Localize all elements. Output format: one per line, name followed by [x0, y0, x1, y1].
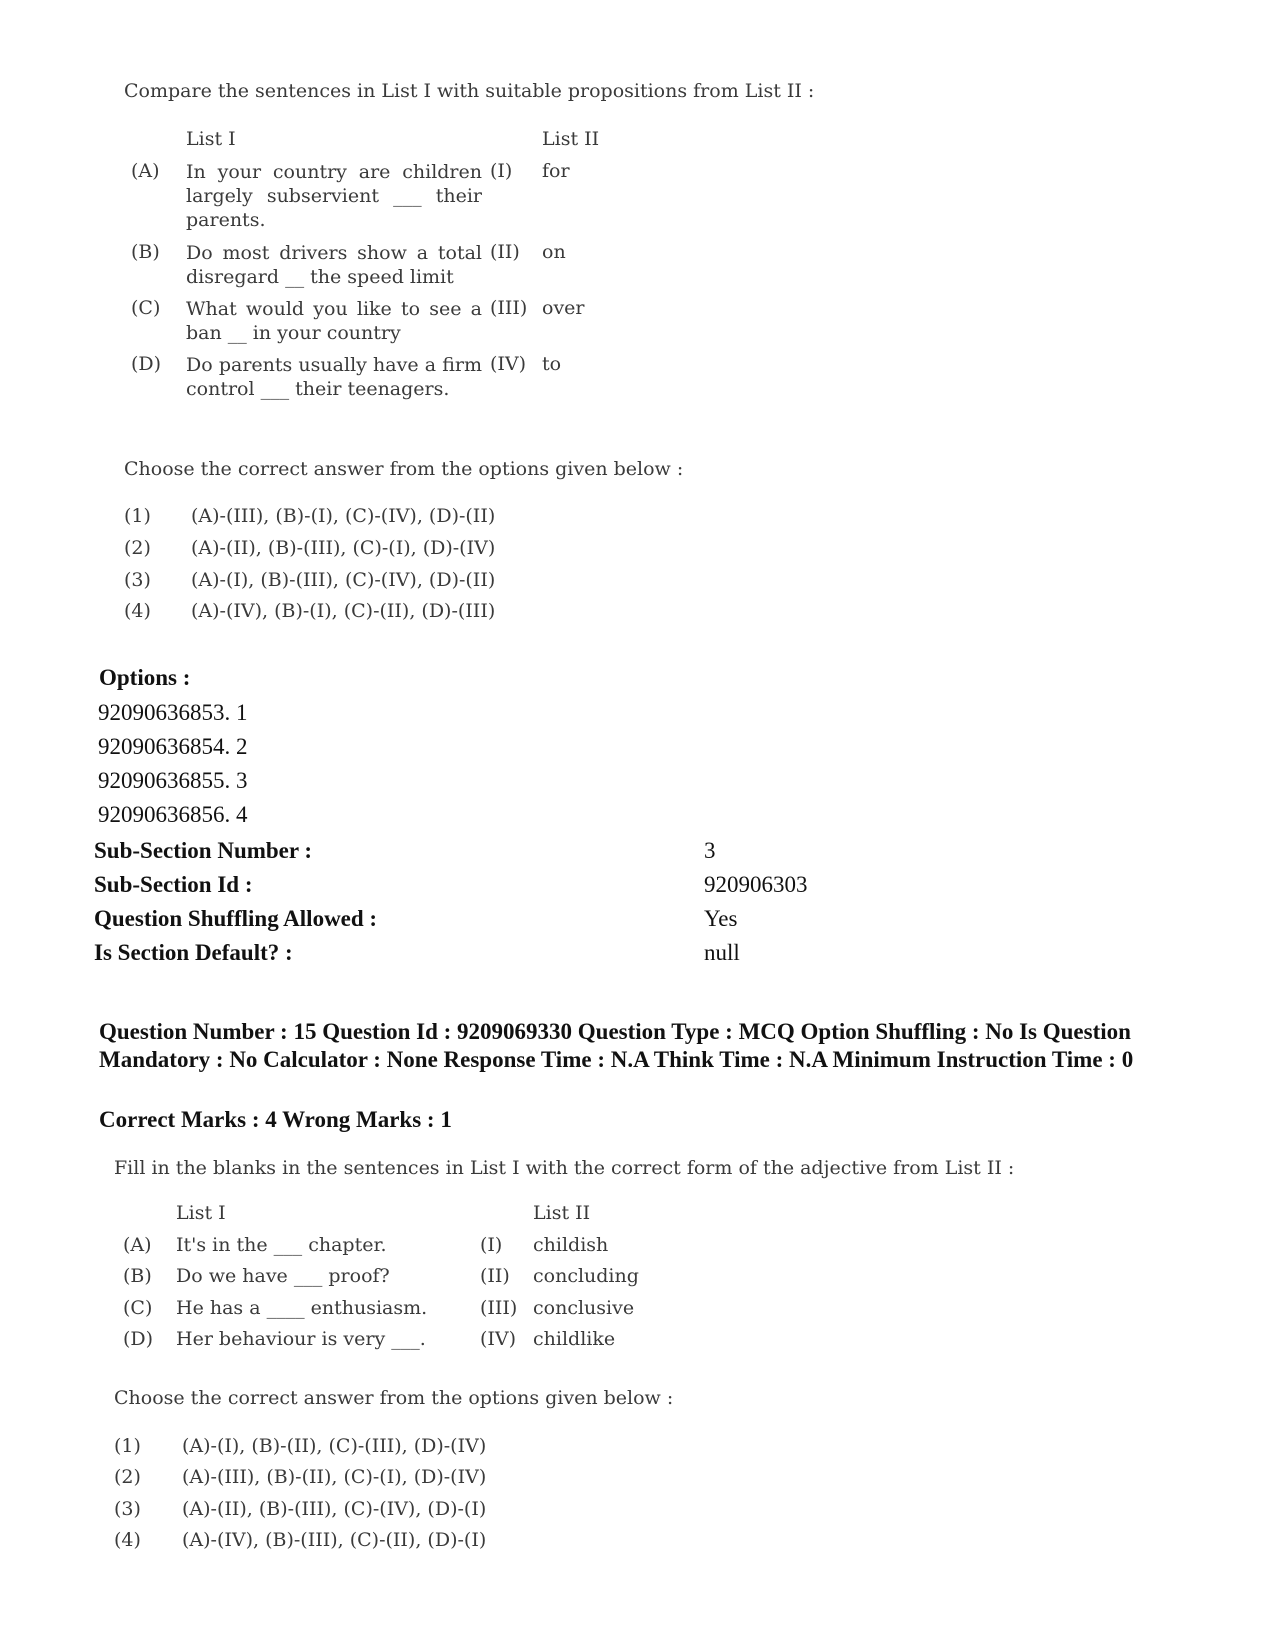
- q14-row-num: (III): [490, 297, 528, 319]
- q14-option-num: (2): [124, 537, 151, 559]
- question-14-image: [0, 0, 1275, 640]
- q14-row-num: (II): [490, 241, 520, 263]
- q14-row-value: for: [542, 160, 570, 182]
- q14-row-letter: (C): [131, 297, 161, 319]
- q15-row-num: (IV): [480, 1328, 517, 1350]
- q14-row-value: to: [542, 353, 562, 375]
- q15-list2-header: List II: [533, 1202, 591, 1224]
- subsection-id-value: 920906303: [704, 872, 808, 897]
- q15-row-letter: (D): [123, 1328, 154, 1350]
- q15-list1-header: List I: [176, 1202, 226, 1224]
- q15-option-num: (1): [114, 1435, 141, 1457]
- q15-row-text: He has a ____ enthusiasm.: [176, 1297, 428, 1319]
- q15-row-num: (I): [480, 1234, 503, 1256]
- q14-row-letter: (A): [131, 160, 160, 182]
- q14-list2-header: List II: [542, 128, 600, 150]
- q15-row-letter: (A): [123, 1234, 152, 1256]
- q14-row-num: (I): [490, 160, 513, 182]
- q14-row-num: (IV): [490, 353, 527, 375]
- q14-option-text: (A)-(IV), (B)-(I), (C)-(II), (D)-(III): [191, 600, 496, 622]
- q15-row-value: conclusive: [533, 1297, 635, 1319]
- q15-row-num: (II): [480, 1265, 510, 1287]
- q14-option-text: (A)-(I), (B)-(III), (C)-(IV), (D)-(II): [191, 569, 496, 591]
- q15-row-letter: (B): [123, 1265, 152, 1287]
- q14-option-num: (4): [124, 600, 151, 622]
- question-15-header: Question Number : 15 Question Id : 9209069330 Question Type : MCQ Option Shuffling : No Is Question Mandatory : No Calculator : None Response Time : N.A Think Time : N.A Minimum Instruction Time : 0: [99, 1019, 1134, 1072]
- question-shuffling-value: Yes: [704, 906, 738, 931]
- subsection-number-label: Sub-Section Number :: [94, 838, 313, 863]
- options-title: Options :: [99, 665, 191, 690]
- subsection-number-value: 3: [704, 838, 716, 863]
- q15-option-text: (A)-(III), (B)-(II), (C)-(I), (D)-(IV): [182, 1466, 487, 1488]
- q15-option-text: (A)-(II), (B)-(III), (C)-(IV), (D)-(I): [182, 1498, 487, 1520]
- option-id-line: 92090636855. 3: [98, 768, 248, 793]
- q15-row-value: childish: [533, 1234, 609, 1256]
- q14-row-text: What would you like to see a ban __ in your country: [186, 298, 482, 344]
- q14-option-text: (A)-(III), (B)-(I), (C)-(IV), (D)-(II): [191, 505, 496, 527]
- section-default-label: Is Section Default? :: [94, 940, 293, 965]
- q15-row-text: It's in the ___ chapter.: [176, 1234, 387, 1256]
- option-id-line: 92090636853. 1: [98, 700, 248, 725]
- section-default-value: null: [704, 940, 740, 965]
- q15-option-text: (A)-(I), (B)-(II), (C)-(III), (D)-(IV): [182, 1435, 487, 1457]
- q15-row-value: childlike: [533, 1328, 616, 1350]
- q14-row-text: Do most drivers show a total disregard __ the speed limit: [186, 242, 482, 288]
- q14-choose-instruction: Choose the correct answer from the options given below :: [124, 458, 684, 480]
- option-id-line: 92090636856. 4: [98, 802, 248, 827]
- q14-list1-header: List I: [186, 128, 236, 150]
- q15-prompt: Fill in the blanks in the sentences in List I with the correct form of the adjective from List II :: [114, 1157, 1015, 1179]
- q14-row-text: In your country are children largely subservient ___ their parents.: [186, 161, 482, 231]
- q14-row-letter: (D): [131, 353, 162, 375]
- q15-row-letter: (C): [123, 1297, 153, 1319]
- question-15-marks: Correct Marks : 4 Wrong Marks : 1: [99, 1107, 452, 1132]
- q15-row-text: Do we have ___ proof?: [176, 1265, 390, 1287]
- q15-row-value: concluding: [533, 1265, 639, 1287]
- q15-option-num: (4): [114, 1529, 141, 1551]
- q15-row-num: (III): [480, 1297, 518, 1319]
- q14-prompt: Compare the sentences in List I with suitable propositions from List II :: [124, 80, 815, 102]
- q15-row-text: Her behaviour is very ___.: [176, 1328, 426, 1350]
- subsection-id-label: Sub-Section Id :: [94, 872, 253, 897]
- q15-option-num: (3): [114, 1498, 141, 1520]
- q14-row-value: on: [542, 241, 566, 263]
- q14-option-text: (A)-(II), (B)-(III), (C)-(I), (D)-(IV): [191, 537, 496, 559]
- q15-choose-instruction: Choose the correct answer from the options given below :: [114, 1387, 674, 1409]
- q15-option-text: (A)-(IV), (B)-(III), (C)-(II), (D)-(I): [182, 1529, 487, 1551]
- q14-option-num: (1): [124, 505, 151, 527]
- q15-option-num: (2): [114, 1466, 141, 1488]
- q14-option-num: (3): [124, 569, 151, 591]
- question-shuffling-label: Question Shuffling Allowed :: [94, 906, 378, 931]
- q14-row-text: Do parents usually have a firm control ___ their teenagers.: [186, 354, 482, 400]
- q14-row-letter: (B): [131, 241, 160, 263]
- option-id-line: 92090636854. 2: [98, 734, 248, 759]
- q14-row-value: over: [542, 297, 585, 319]
